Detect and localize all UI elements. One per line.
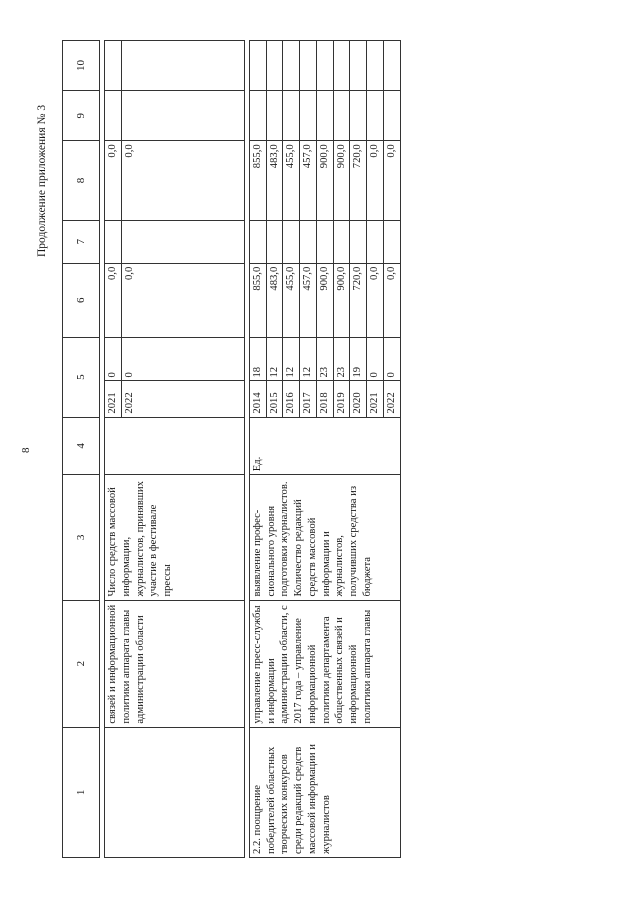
cell-year: 2015 xyxy=(266,381,283,417)
cell-value: 720,0 xyxy=(350,141,367,220)
cell-value xyxy=(266,91,283,141)
cell-year: 2020 xyxy=(350,381,367,417)
col-header: 6 xyxy=(63,263,100,337)
cell-value: 483,0 xyxy=(266,141,283,220)
cell-value xyxy=(383,220,400,263)
cell-value: 12 xyxy=(300,337,317,381)
cell-value xyxy=(121,91,244,141)
table-row xyxy=(105,41,122,858)
cell-value: 0,0 xyxy=(383,263,400,337)
col-header: 4 xyxy=(63,417,100,475)
cell-value: 12 xyxy=(283,337,300,381)
cell-value xyxy=(367,91,384,141)
cell-value xyxy=(383,41,400,91)
cell-value xyxy=(333,220,350,263)
cell-value xyxy=(333,91,350,141)
cell-value: 455,0 xyxy=(283,141,300,220)
cell-indicator: выявление профес-сионального уровня подготовки журналистов. Количество редакций средств массовой информации и журналистов, получивших средства из бюджета xyxy=(249,475,400,600)
cell-value: 0,0 xyxy=(367,141,384,220)
cell-value xyxy=(121,41,244,91)
cell-value xyxy=(367,220,384,263)
col-header: 3 xyxy=(63,475,100,600)
cell-value: 23 xyxy=(333,337,350,381)
cell-value: 23 xyxy=(316,337,333,381)
cell-year: 2018 xyxy=(316,381,333,417)
cell-value: 0 xyxy=(121,337,244,381)
cell-value xyxy=(249,91,266,141)
cell-value xyxy=(266,41,283,91)
cell-value: 855,0 xyxy=(249,141,266,220)
cell-value xyxy=(383,91,400,141)
cell-value: 0 xyxy=(105,337,122,381)
cell-value xyxy=(316,220,333,263)
col-header: 1 xyxy=(63,727,100,857)
page-number: 8 xyxy=(20,447,32,453)
cell-value: 455,0 xyxy=(283,263,300,337)
cell-value xyxy=(300,220,317,263)
cell-value xyxy=(283,41,300,91)
cell-year: 2022 xyxy=(383,381,400,417)
cell-value xyxy=(283,91,300,141)
cell-value: 18 xyxy=(249,337,266,381)
cell-value xyxy=(367,41,384,91)
cell-unit xyxy=(105,417,245,475)
cell-value xyxy=(105,220,122,263)
cell-year: 2021 xyxy=(367,381,384,417)
cell-value xyxy=(249,220,266,263)
cell-value: 0,0 xyxy=(367,263,384,337)
cell-measure: 2.2. поощрение победителей областных творческих конкурсов среди редакций средств массовой информации и журналистов xyxy=(249,727,400,857)
cell-value xyxy=(121,220,244,263)
cell-value xyxy=(316,41,333,91)
col-header: 5 xyxy=(63,337,100,417)
cell-year: 2019 xyxy=(333,381,350,417)
cell-measure xyxy=(105,727,245,857)
cell-value: 457,0 xyxy=(300,141,317,220)
cell-value xyxy=(105,41,122,91)
cell-value: 12 xyxy=(266,337,283,381)
cell-value xyxy=(350,91,367,141)
cell-value xyxy=(283,220,300,263)
col-header: 8 xyxy=(63,141,100,220)
cell-value: 0,0 xyxy=(105,263,122,337)
cell-value: 900,0 xyxy=(316,263,333,337)
cell-value xyxy=(266,220,283,263)
appendix-table xyxy=(62,40,401,858)
cell-year: 2016 xyxy=(283,381,300,417)
col-header: 10 xyxy=(63,41,100,91)
cell-value: 900,0 xyxy=(333,141,350,220)
cell-value: 19 xyxy=(350,337,367,381)
cell-value: 0,0 xyxy=(105,141,122,220)
cell-year: 2014 xyxy=(249,381,266,417)
cell-value: 0,0 xyxy=(121,263,244,337)
cell-value: 0 xyxy=(383,337,400,381)
col-header: 7 xyxy=(63,220,100,263)
continuation-title: Продолжение приложения № 3 xyxy=(36,104,48,257)
cell-executor: связей и информационной политики аппарата главы администрации области xyxy=(105,600,245,727)
cell-value xyxy=(350,220,367,263)
cell-value: 0,0 xyxy=(121,141,244,220)
cell-value xyxy=(249,41,266,91)
col-header: 2 xyxy=(63,600,100,727)
cell-indicator: Число средств массовой информации, журналистов, принявших участие в фестивале прессы xyxy=(105,475,245,600)
cell-year: 2022 xyxy=(121,381,244,417)
cell-value xyxy=(333,41,350,91)
cell-value xyxy=(300,41,317,91)
cell-unit: Ед. xyxy=(249,417,400,475)
cell-year: 2021 xyxy=(105,381,122,417)
cell-value xyxy=(300,91,317,141)
cell-value: 457,0 xyxy=(300,263,317,337)
cell-value: 900,0 xyxy=(333,263,350,337)
cell-year: 2017 xyxy=(300,381,317,417)
cell-value: 720,0 xyxy=(350,263,367,337)
cell-executor: управление пресс-службы и информации администрации области, с 2017 года – управление информационной политики департамента общественных связей и информационной политики аппарата главы xyxy=(249,600,400,727)
header-row xyxy=(63,41,100,858)
table-row xyxy=(249,41,266,858)
cell-value: 900,0 xyxy=(316,141,333,220)
cell-value: 0,0 xyxy=(383,141,400,220)
cell-value: 483,0 xyxy=(266,263,283,337)
cell-value xyxy=(105,91,122,141)
cell-value: 855,0 xyxy=(249,263,266,337)
cell-value xyxy=(316,91,333,141)
col-header: 9 xyxy=(63,91,100,141)
cell-value: 0 xyxy=(367,337,384,381)
cell-value xyxy=(350,41,367,91)
